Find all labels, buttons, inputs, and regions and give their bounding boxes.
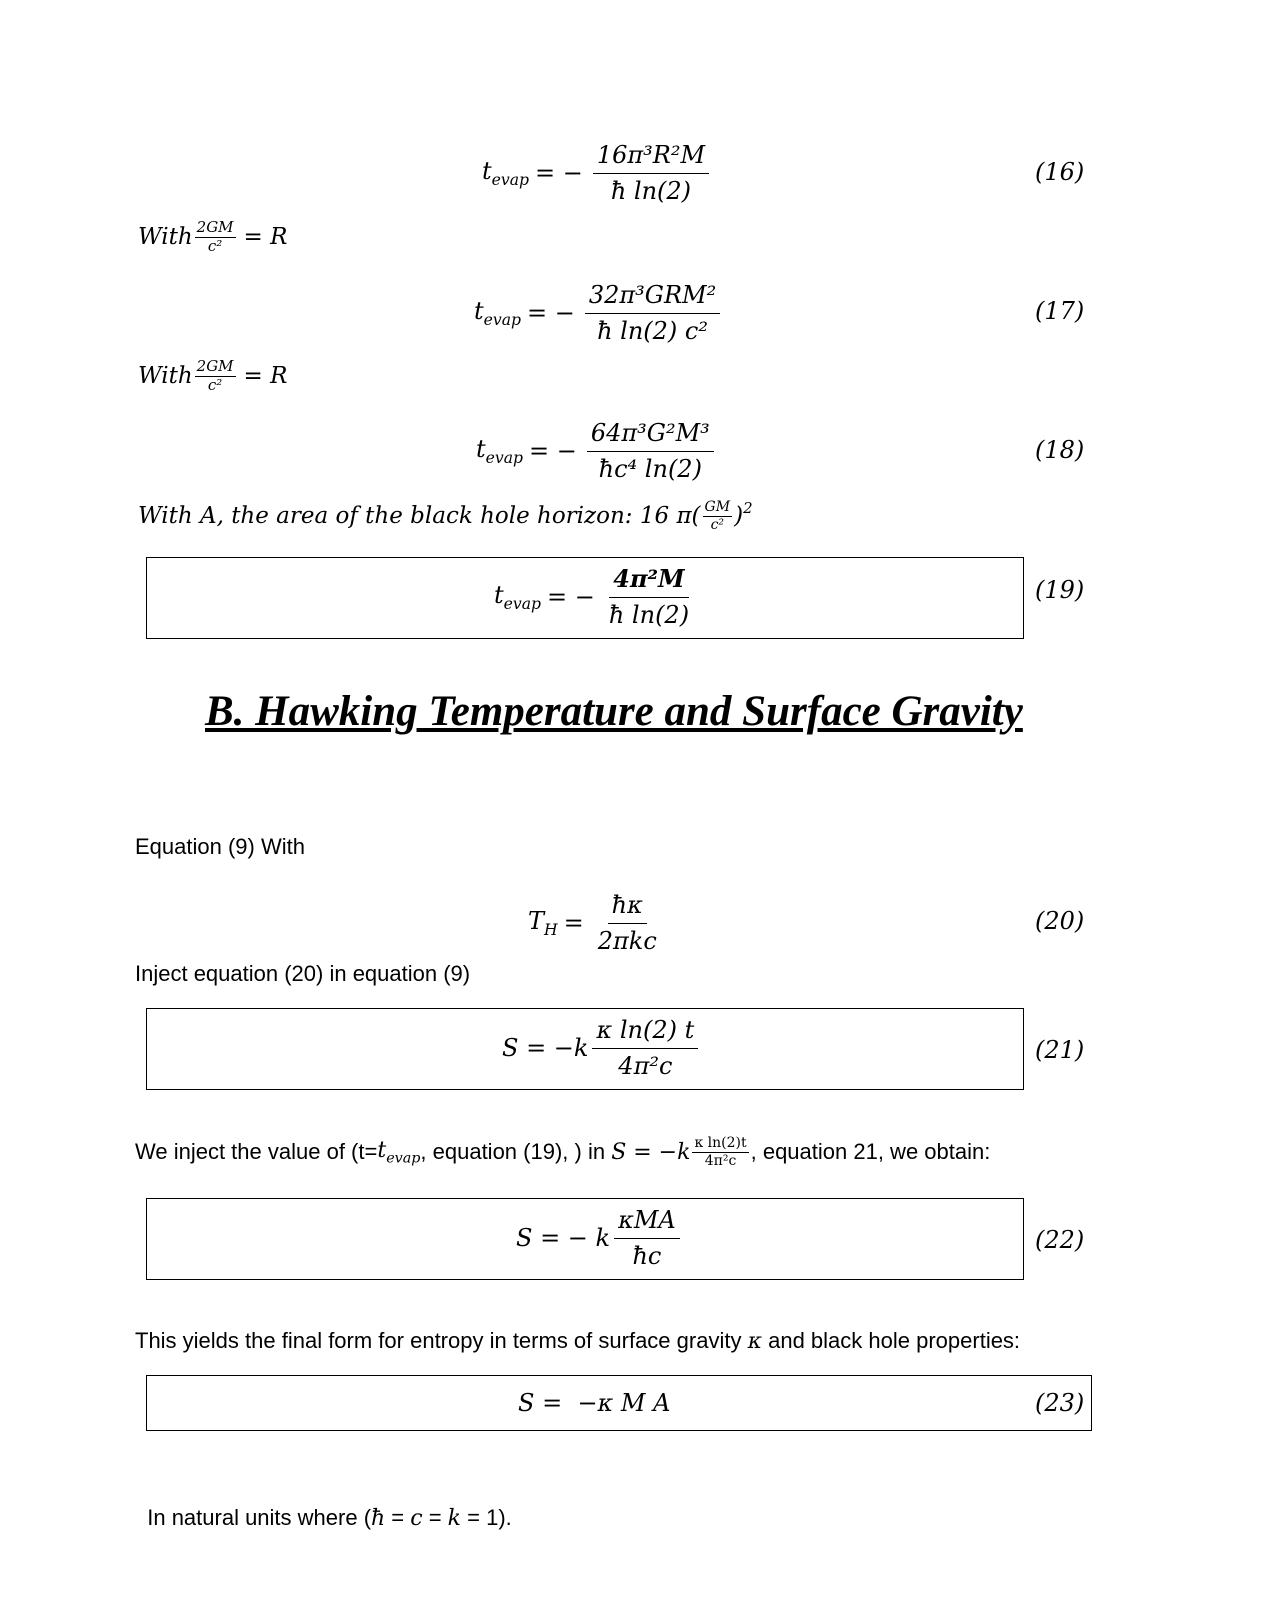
denominator: ħ ln(2) c² [597, 316, 708, 345]
paragraph-equation-9-with: Equation (9) With [135, 834, 305, 859]
numerator: κ ln(2)t [694, 1135, 747, 1151]
lhs: S = −k [502, 1034, 589, 1062]
relation: = − [534, 159, 583, 187]
equation-number-16: (16) [1035, 158, 1085, 186]
numerator: 4π²M [609, 566, 688, 597]
area-fraction [703, 500, 733, 532]
with-rest: = R [243, 363, 288, 390]
equation-21 [502, 1013, 702, 1083]
denominator: 2πkc [597, 926, 657, 955]
fraction [614, 1207, 680, 1269]
inline-fraction [692, 1136, 748, 1168]
lhs: $t_{evap}$ [494, 581, 541, 613]
numerator: 2GM [196, 218, 234, 236]
text-g: = 1). [461, 1505, 512, 1530]
lhs: S = − k [516, 1224, 611, 1252]
equation-17 [474, 280, 724, 346]
fraction [594, 892, 661, 954]
equation-22 [516, 1205, 684, 1271]
area-line [138, 500, 753, 532]
numerator: GM [704, 499, 731, 515]
with-fraction [195, 220, 236, 255]
lhs: $T_H$ [528, 907, 558, 939]
numerator: 32π³GRM² [585, 282, 720, 313]
paragraph-inject-20: Inject equation (20) in equation (9) [135, 961, 471, 986]
denominator: 4π²c [704, 1152, 737, 1169]
denominator: c² [207, 236, 223, 255]
equation-23 [518, 1385, 670, 1421]
denominator: ħ ln(2) [608, 600, 690, 629]
fraction [587, 420, 714, 482]
equation-18 [476, 418, 718, 484]
expression: S = −κ M A [518, 1389, 671, 1417]
area-close: ) [734, 503, 744, 530]
numerator: 16π³R²M [593, 142, 709, 173]
text-e: = [422, 1505, 448, 1530]
denominator: ħ ln(2) [610, 176, 692, 205]
lhs: $t_{evap}$ [482, 157, 529, 189]
k-symbol: k [447, 1506, 462, 1531]
equation-number-17: (17) [1035, 297, 1085, 325]
hbar-symbol: ħ [371, 1506, 386, 1531]
kappa-symbol: κ [747, 1329, 762, 1354]
with-line-1 [138, 220, 287, 255]
c-symbol: c [410, 1506, 423, 1531]
lhs: $t_{evap}$ [474, 297, 521, 329]
denominator: c² [207, 375, 223, 394]
with-prefix: With [138, 363, 193, 390]
with-fraction [195, 359, 236, 394]
equation-number-20: (20) [1035, 907, 1085, 935]
area-exponent: 2 [743, 499, 753, 518]
text-b: , equation (19), ) in [420, 1139, 612, 1165]
fraction [605, 566, 693, 628]
fraction [593, 142, 709, 204]
equation-number-23: (23) [1035, 1389, 1085, 1417]
denominator: ħc⁴ ln(2) [598, 454, 702, 483]
equation-16 [482, 140, 713, 206]
equation-20 [528, 890, 665, 956]
denominator: ħc [632, 1241, 662, 1270]
numerator: κ ln(2) t [592, 1017, 698, 1048]
paragraph-final-form [135, 1328, 1020, 1354]
denominator: c² [710, 516, 725, 533]
numerator: κMA [614, 1207, 680, 1238]
with-line-2 [138, 359, 287, 394]
numerator: 2GM [196, 357, 234, 375]
denominator: 4π²c [618, 1051, 673, 1080]
text-a: This yields the final form for entropy in terms of surface gravity [135, 1328, 748, 1353]
section-heading: B. Hawking Temperature and Surface Gravity [205, 688, 1023, 735]
equation-number-19: (19) [1035, 576, 1085, 604]
equation-19 [494, 559, 697, 635]
text-d: , equation 21, we obtain: [750, 1139, 991, 1165]
text-b: and black hole properties: [762, 1328, 1021, 1353]
paragraph-natural-units [135, 1479, 512, 1531]
with-rest: = R [243, 224, 288, 251]
equation-number-22: (22) [1035, 1226, 1085, 1254]
text-a: We inject the value of (t= [135, 1139, 378, 1165]
t-evap: $t_{evap}$ [377, 1137, 421, 1167]
equation-number-21: (21) [1035, 1036, 1085, 1064]
relation: = − [546, 583, 595, 611]
text-c: = [385, 1505, 411, 1530]
lhs: $t_{evap}$ [476, 435, 523, 467]
relation: = [563, 909, 584, 937]
numerator: ħκ [608, 892, 647, 923]
fraction [592, 1017, 698, 1079]
area-text: With A, the area of the black hole horizon: 16 π( [138, 503, 701, 530]
relation: = − [528, 437, 577, 465]
relation: = − [526, 299, 575, 327]
inline-formula-lhs: S = −k [611, 1139, 691, 1165]
text-a: In natural units where ( [147, 1505, 372, 1530]
fraction [585, 282, 720, 344]
numerator: 64π³G²M³ [587, 420, 714, 451]
paragraph-inject-value [135, 1136, 990, 1168]
equation-number-18: (18) [1035, 436, 1085, 464]
with-prefix: With [138, 224, 193, 251]
